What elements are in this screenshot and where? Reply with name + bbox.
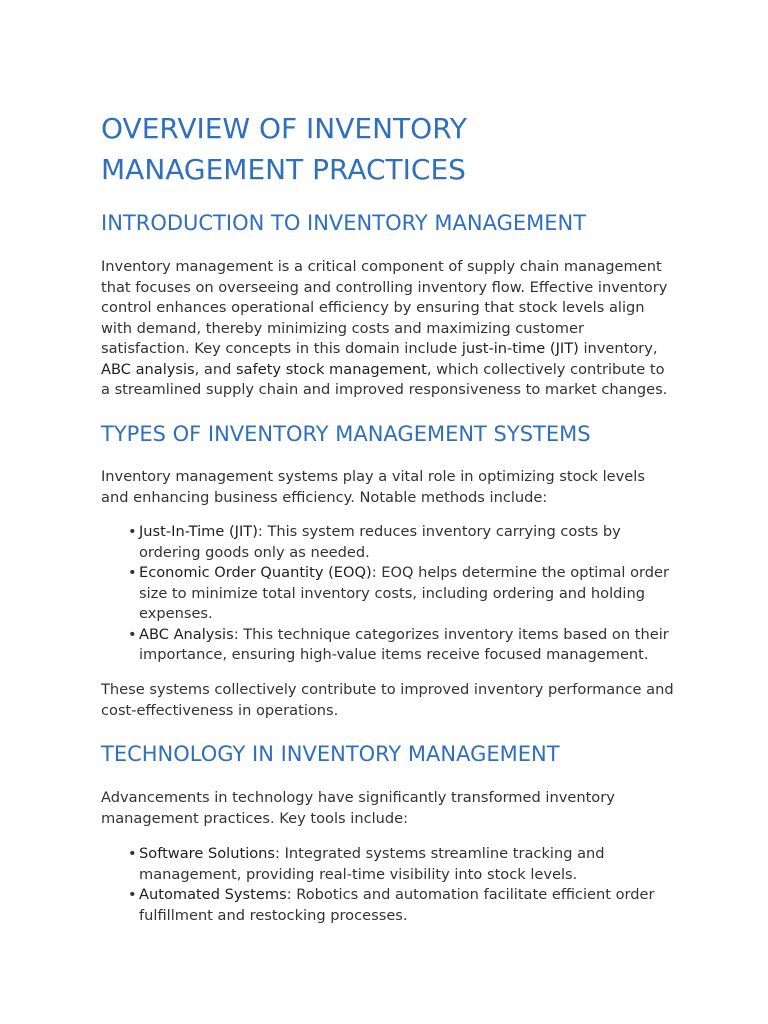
types-closing-paragraph: These systems collectively contribute to improved inventory performance and cost-effectiveness in operations. [101, 681, 674, 719]
bullet-icon: • [128, 564, 137, 581]
list-item [101, 522, 676, 563]
bullet-icon: • [128, 625, 137, 643]
keyword-abc-analysis: ABC analysis [101, 360, 195, 378]
list-item-description: : EOQ helps determine the optimal order size to minimize total inventory costs, including ordering and holding expenses. [139, 564, 670, 622]
technology-bullet-list [101, 844, 676, 926]
list-item-term: Automated Systems [139, 886, 287, 903]
types-lead-paragraph: Inventory management systems play a vital role in optimizing stock levels and enhancing business efficiency. Notable methods include: [101, 468, 645, 506]
list-item [101, 885, 676, 926]
document-title: OVERVIEW OF INVENTORY MANAGEMENT PRACTICES [101, 112, 467, 186]
list-item-description: : This system reduces inventory carrying costs by ordering goods only as needed. [139, 523, 621, 561]
intro-text: Inventory management is a critical component of supply chain management that focuses on overseeing and controlling inventory flow. Effective inventory control enhances operational efficiency by ensuring that stock levels align with demand, thereby minimizing costs and maximizing customer satisfaction. Key concepts in this domain include [101, 258, 668, 357]
technology-lead-paragraph: Advancements in technology have significantly transformed inventory management practices. Key tools include: [101, 789, 615, 827]
intro-text: inventory, [578, 340, 658, 357]
list-item-description: : Integrated systems streamline tracking and management, providing real-time visibility into stock levels. [139, 845, 605, 883]
section-heading-introduction: INTRODUCTION TO INVENTORY MANAGEMENT [101, 211, 587, 235]
list-item-term: Software Solutions [139, 845, 276, 862]
intro-text: , and [194, 360, 237, 378]
keyword-jit: just-in-time (JIT) [461, 340, 579, 357]
list-item-term: Economic Order Quantity (EOQ) [139, 564, 372, 581]
bullet-icon: • [128, 886, 137, 903]
bullet-icon: • [128, 845, 137, 862]
list-item-description: : Robotics and automation facilitate efficient order fulfillment and restocking processes. [139, 886, 655, 924]
introduction-paragraph [101, 257, 676, 401]
list-item-term: Just-In-Time (JIT) [139, 523, 258, 540]
list-item [101, 844, 676, 885]
intro-text: , which collectively contribute to a streamlined supply chain and improved responsiveness to market changes. [101, 360, 668, 398]
list-item-term: ABC Analysis [139, 625, 234, 643]
section-heading-types: TYPES OF INVENTORY MANAGEMENT SYSTEMS [101, 422, 591, 446]
list-item [101, 563, 676, 625]
section-heading-technology: TECHNOLOGY IN INVENTORY MANAGEMENT [101, 742, 560, 766]
bullet-icon: • [128, 523, 137, 540]
keyword-safety-stock: safety stock management [236, 360, 427, 378]
types-bullet-list [101, 522, 676, 666]
list-item-description: : This technique categorizes inventory items based on their importance, ensuring high-value items receive focused management. [139, 625, 669, 663]
list-item [101, 625, 676, 666]
